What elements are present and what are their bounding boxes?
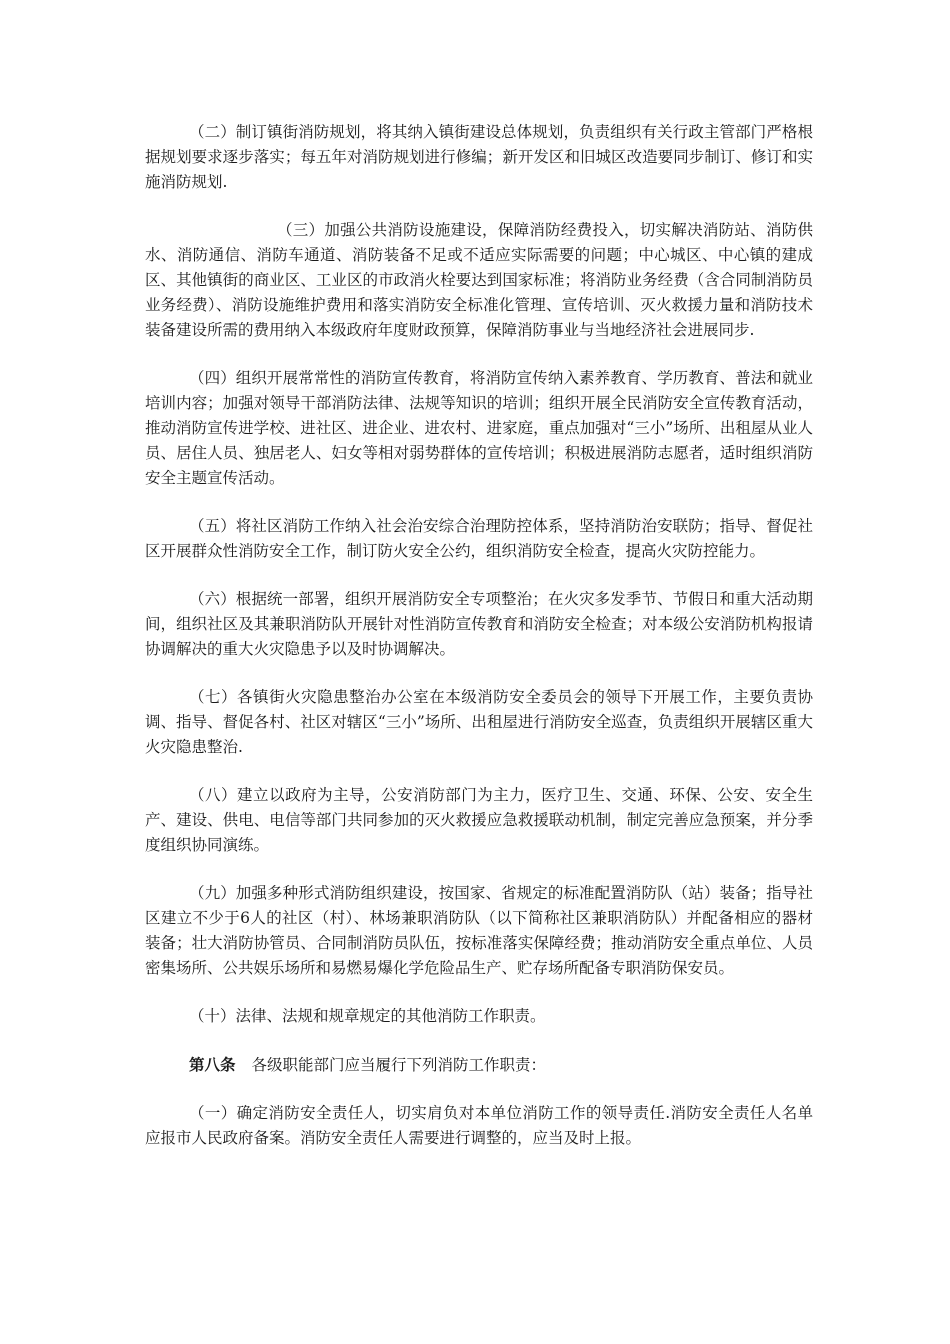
paragraph-item-3: （三）加强公共消防设施建设，保障消防经费投入，切实解决消防站、消防供水、消防通信、消防车通道、消防装备不足或不适应实际需要的问题；中心城区、中心镇的建成区、其他镇街的商业区、工业区的市政消火栓要达到国家标准；将消防业务经费（含合同制消防员业务经费）、消防设施维护费用和落实消防安全标准化管理、宣传培训、灭火救援力量和消防技术装备建设所需的费用纳入本级政府年度财政预算，保障消防事业与当地经济社会进展同步. (145, 221, 813, 339)
paragraph-item-7: （七）各镇街火灾隐患整治办公室在本级消防安全委员会的领导下开展工作，主要负责协调、指导、督促各村、社区对辖区“三小”场所、出租屋进行消防安全巡查，负责组织开展辖区重大火灾隐患整治. (145, 688, 813, 756)
article-8-item-1: （一）确定消防安全责任人，切实肩负对本单位消防工作的领导责任.消防安全责任人名单应报市人民政府备案。消防安全责任人需要进行调整的，应当及时上报。 (145, 1104, 813, 1147)
article-8-heading-paragraph (145, 1052, 813, 1078)
paragraph-item-5: （五）将社区消防工作纳入社会治安综合治理防控体系，坚持消防治安联防；指导、督促社区开展群众性消防安全工作，制订防火安全公约，组织消防安全检查，提高火灾防控能力。 (145, 517, 813, 560)
paragraph-item-4: （四）组织开展常常性的消防宣传教育，将消防宣传纳入素养教育、学历教育、普法和就业培训内容；加强对领导干部消防法律、法规等知识的培训；组织开展全民消防安全宣传教育活动，推动消防宣传进学校、进社区、进企业、进农村、进家庭，重点加强对“三小”场所、出租屋从业人员、居住人员、独居老人、妇女等相对弱势群体的宣传培训；积极进展消防志愿者，适时组织消防安全主题宣传活动。 (145, 369, 813, 487)
document-page (145, 120, 813, 1151)
paragraph-item-9: （九）加强多种形式消防组织建设，按国家、省规定的标准配置消防队（站）装备；指导社区建立不少于6人的社区（村）、林场兼职消防队（以下简称社区兼职消防队）并配备相应的器材装备；壮大消防协管员、合同制消防员队伍，按标准落实保障经费；推动消防安全重点单位、人员密集场所、公共娱乐场所和易燃易爆化学危险品生产、贮存场所配备专职消防保安员。 (145, 884, 813, 977)
article-8-text: 各级职能部门应当履行下列消防工作职责： (251, 1056, 547, 1074)
paragraph-item-6: （六）根据统一部署，组织开展消防安全专项整治；在火灾多发季节、节假日和重大活动期间，组织社区及其兼职消防队开展针对性消防宣传教育和消防安全检查；对本级公安消防机构报请协调解决的重大火灾隐患予以及时协调解决。 (145, 590, 813, 658)
paragraph-item-8: （八）建立以政府为主导，公安消防部门为主力，医疗卫生、交通、环保、公安、安全生产、建设、供电、电信等部门共同参加的灭火救援应急救援联动机制，制定完善应急预案，并分季度组织协同演练。 (145, 786, 813, 854)
paragraph-item-2: （二）制订镇街消防规划，将其纳入镇街建设总体规划，负责组织有关行政主管部门严格根据规划要求逐步落实；每五年对消防规划进行修编；新开发区和旧城区改造要同步制订、修订和实施消防规划. (145, 123, 813, 191)
paragraph-item-10: （十）法律、法规和规章规定的其他消防工作职责。 (189, 1007, 546, 1025)
article-8-heading: 第八条 (189, 1055, 236, 1074)
